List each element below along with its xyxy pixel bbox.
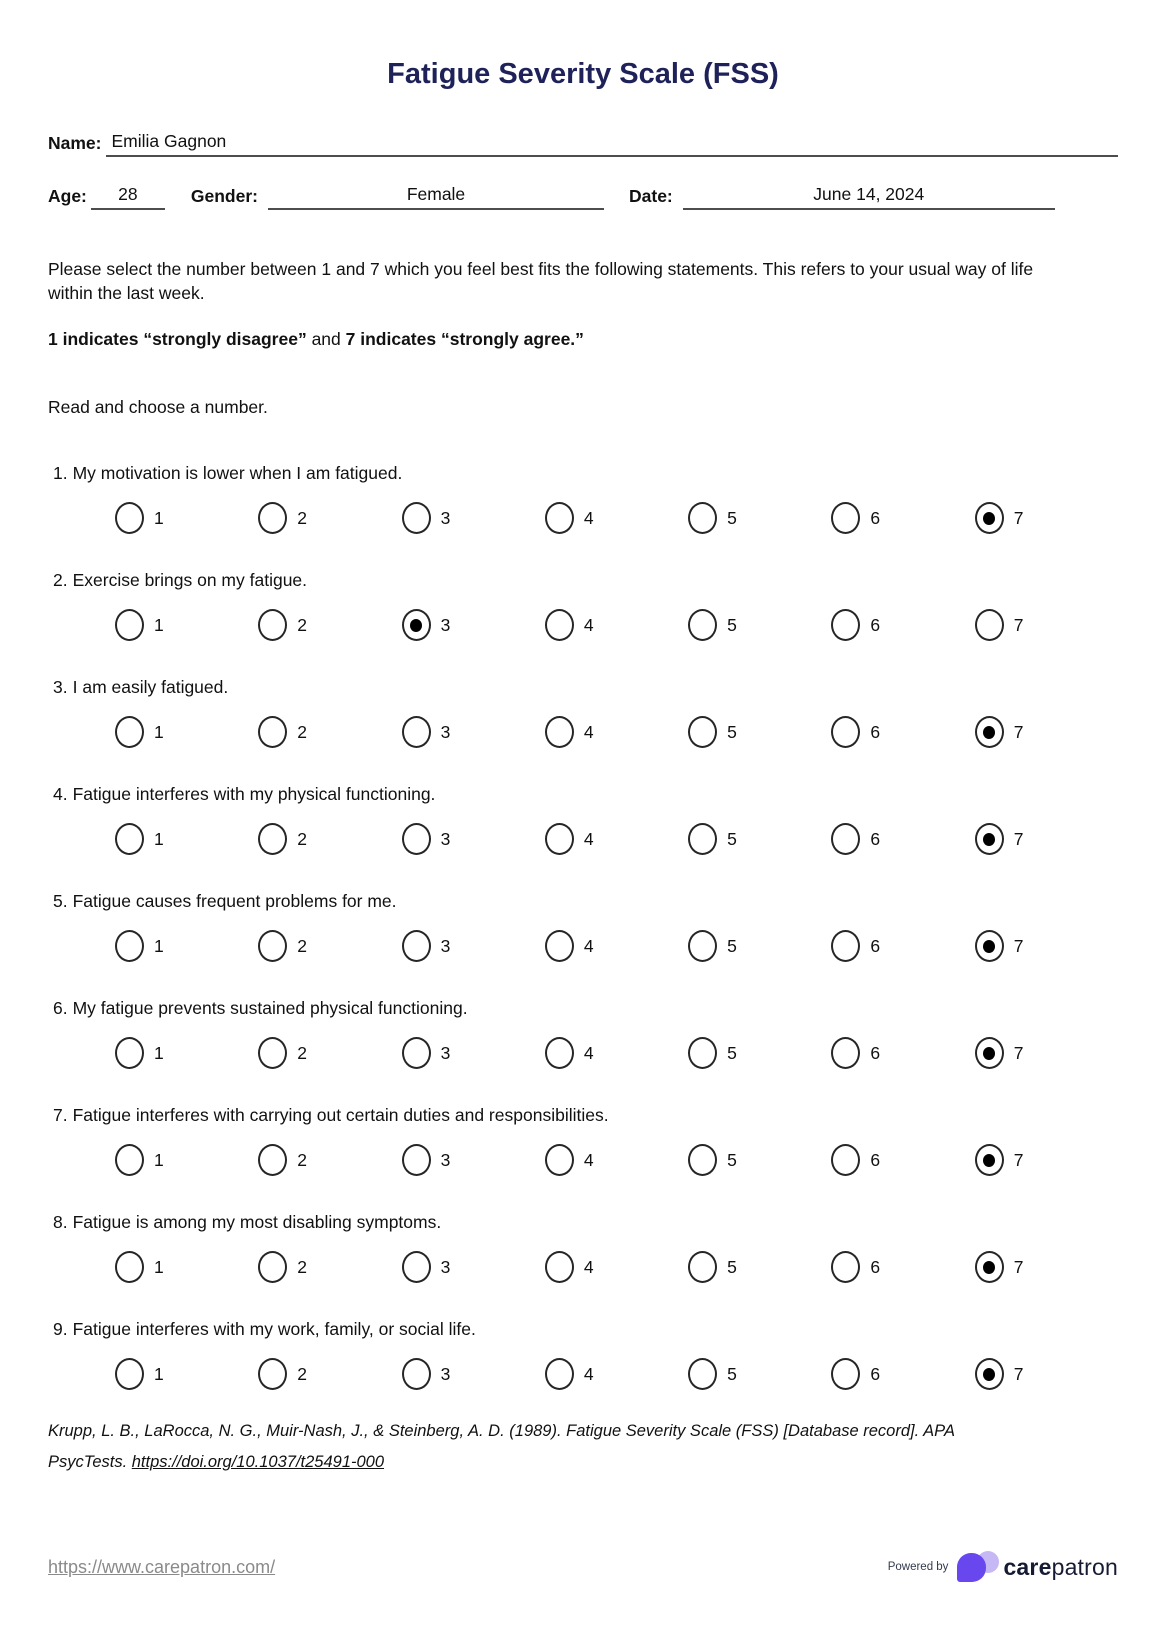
q5-option-4[interactable]: [545, 930, 688, 962]
q3-option-3[interactable]: [402, 716, 545, 748]
q9-option-2[interactable]: [258, 1358, 401, 1390]
option-number-label: 5: [727, 721, 737, 742]
option-number-label: 5: [727, 614, 737, 635]
question-number: 4.: [53, 784, 68, 804]
option-number-label: 2: [297, 935, 308, 956]
question-text: [53, 1105, 1118, 1126]
q1-option-1[interactable]: [115, 502, 258, 534]
question-block-6: [48, 998, 1118, 1069]
q5-radio-4[interactable]: [545, 930, 574, 962]
question-options-row: [115, 716, 1118, 748]
option-number-label: 4: [583, 828, 594, 849]
q2-option-5[interactable]: [688, 609, 831, 641]
option-number-label: 2: [297, 1363, 308, 1384]
q2-radio-2[interactable]: [258, 609, 287, 641]
q2-option-2[interactable]: [258, 609, 401, 641]
option-number-label: 5: [727, 828, 737, 849]
question-text: [53, 677, 1118, 698]
option-number-label: 5: [727, 935, 737, 956]
option-number-label: 7: [1013, 935, 1024, 956]
q6-radio-3[interactable]: [402, 1037, 431, 1069]
q5-radio-2[interactable]: [258, 930, 287, 962]
q6-option-2[interactable]: [258, 1037, 401, 1069]
q6-radio-7-selected[interactable]: [975, 1037, 1004, 1069]
option-number-label: 4: [583, 1042, 594, 1063]
powered-by-label: Powered by: [887, 1561, 949, 1573]
q3-radio-4[interactable]: [545, 716, 574, 748]
name-input[interactable]: Emilia Gagnon: [106, 131, 1119, 157]
scale-legend-and: and: [306, 329, 346, 349]
q4-option-2[interactable]: [258, 823, 401, 855]
q4-radio-7-selected[interactable]: [975, 823, 1004, 855]
question-options-row: [115, 1037, 1118, 1069]
option-number-label: 1: [154, 507, 164, 528]
q8-option-2[interactable]: [258, 1251, 401, 1283]
question-number: 3.: [53, 677, 68, 697]
scale-legend-disagree: 1 indicates “strongly disagree”: [48, 329, 307, 349]
wordmark-care: care: [1003, 1553, 1052, 1580]
q3-option-6[interactable]: [831, 716, 974, 748]
option-number-label: 1: [154, 721, 164, 742]
q2-radio-3-selected[interactable]: [402, 609, 431, 641]
option-number-label: 3: [440, 614, 451, 635]
q6-radio-2[interactable]: [258, 1037, 287, 1069]
q2-option-6[interactable]: [831, 609, 974, 641]
question-statement: I am easily fatigued.: [72, 677, 229, 697]
wordmark-patron: patron: [1051, 1553, 1118, 1580]
q9-option-5[interactable]: [688, 1358, 831, 1390]
question-statement: Fatigue interferes with carrying out certain duties and responsibilities.: [72, 1105, 609, 1125]
q8-radio-1[interactable]: [115, 1251, 144, 1283]
q2-option-3[interactable]: [402, 609, 545, 641]
q1-option-7[interactable]: [975, 502, 1118, 534]
q1-option-6[interactable]: [831, 502, 974, 534]
option-number-label: 3: [440, 507, 451, 528]
question-options-row: [115, 1251, 1118, 1283]
q2-radio-4[interactable]: [545, 609, 574, 641]
q9-radio-1[interactable]: [115, 1358, 144, 1390]
option-number-label: 4: [583, 507, 594, 528]
q8-radio-7-selected[interactable]: [975, 1251, 1004, 1283]
q6-option-5[interactable]: [688, 1037, 831, 1069]
option-number-label: 1: [154, 614, 164, 635]
option-number-label: 4: [583, 1256, 594, 1277]
q1-radio-6[interactable]: [831, 502, 860, 534]
q1-radio-4[interactable]: [545, 502, 574, 534]
q8-radio-3[interactable]: [402, 1251, 431, 1283]
option-number-label: 7: [1013, 1042, 1024, 1063]
q5-option-7[interactable]: [975, 930, 1118, 962]
question-statement: Fatigue interferes with my physical functioning.: [72, 784, 436, 804]
gender-input[interactable]: Female: [268, 184, 604, 210]
q2-radio-5[interactable]: [688, 609, 717, 641]
date-input[interactable]: June 14, 2024: [683, 184, 1055, 210]
question-number: 8.: [53, 1212, 68, 1232]
q5-radio-5[interactable]: [688, 930, 717, 962]
option-number-label: 5: [727, 1363, 737, 1384]
q9-option-1[interactable]: [115, 1358, 258, 1390]
q3-option-2[interactable]: [258, 716, 401, 748]
q2-radio-6[interactable]: [831, 609, 860, 641]
q3-radio-3[interactable]: [402, 716, 431, 748]
q9-radio-7-selected[interactable]: [975, 1358, 1004, 1390]
q5-radio-3[interactable]: [402, 930, 431, 962]
option-number-label: 6: [870, 1042, 881, 1063]
option-number-label: 1: [154, 1042, 164, 1063]
option-number-label: 7: [1013, 1256, 1024, 1277]
q4-radio-6[interactable]: [831, 823, 860, 855]
citation-doi-link[interactable]: https://doi.org/10.1037/t25491-000: [131, 1453, 385, 1471]
option-number-label: 3: [440, 1042, 451, 1063]
q6-radio-6[interactable]: [831, 1037, 860, 1069]
q5-radio-1[interactable]: [115, 930, 144, 962]
option-number-label: 3: [440, 1256, 451, 1277]
q4-radio-4[interactable]: [545, 823, 574, 855]
q8-option-1[interactable]: [115, 1251, 258, 1283]
q4-radio-3[interactable]: [402, 823, 431, 855]
q8-option-7[interactable]: [975, 1251, 1118, 1283]
q4-option-3[interactable]: [402, 823, 545, 855]
option-number-label: 2: [297, 828, 308, 849]
q4-option-1[interactable]: [115, 823, 258, 855]
q1-option-3[interactable]: [402, 502, 545, 534]
q7-option-4[interactable]: [545, 1144, 688, 1176]
q4-radio-2[interactable]: [258, 823, 287, 855]
option-number-label: 1: [154, 1256, 164, 1277]
option-number-label: 1: [154, 935, 164, 956]
name-field-row: [48, 131, 1118, 157]
question-text: [53, 891, 1118, 912]
q6-option-7[interactable]: [975, 1037, 1118, 1069]
q8-option-6[interactable]: [831, 1251, 974, 1283]
option-number-label: 6: [870, 935, 881, 956]
q9-option-3[interactable]: [402, 1358, 545, 1390]
question-block-3: [48, 677, 1118, 748]
q7-option-1[interactable]: [115, 1144, 258, 1176]
question-statement: Exercise brings on my fatigue.: [72, 570, 308, 590]
age-input[interactable]: 28: [91, 184, 165, 210]
question-text: [53, 570, 1118, 591]
question-text: [53, 998, 1118, 1019]
q6-radio-4[interactable]: [545, 1037, 574, 1069]
question-number: 9.: [53, 1319, 68, 1339]
q3-radio-5[interactable]: [688, 716, 717, 748]
footer: [48, 1550, 1118, 1584]
q8-option-5[interactable]: [688, 1251, 831, 1283]
option-number-label: 6: [870, 614, 881, 635]
q1-option-5[interactable]: [688, 502, 831, 534]
q7-radio-1[interactable]: [115, 1144, 144, 1176]
q1-radio-1[interactable]: [115, 502, 144, 534]
q1-radio-7-selected[interactable]: [975, 502, 1004, 534]
option-number-label: 4: [583, 614, 594, 635]
question-text: [53, 1319, 1118, 1340]
q1-radio-5[interactable]: [688, 502, 717, 534]
option-number-label: 4: [583, 935, 594, 956]
q2-option-7[interactable]: [975, 609, 1118, 641]
q8-option-4[interactable]: [545, 1251, 688, 1283]
question-number: 2.: [53, 570, 68, 590]
q4-option-5[interactable]: [688, 823, 831, 855]
q7-option-2[interactable]: [258, 1144, 401, 1176]
q3-option-5[interactable]: [688, 716, 831, 748]
q1-radio-3[interactable]: [402, 502, 431, 534]
citation-text: Krupp, L. B., LaRocca, N. G., Muir-Nash, J., & Steinberg, A. D. (1989). Fatigue Severity Scale (FSS) [Database record]. APA PsycTests.: [48, 1422, 955, 1471]
question-options-row: [115, 930, 1118, 962]
question-text: [53, 1212, 1118, 1233]
option-number-label: 4: [583, 721, 594, 742]
question-block-8: [48, 1212, 1118, 1283]
read-note: Read and choose a number.: [48, 397, 268, 417]
option-number-label: 6: [870, 1149, 881, 1170]
scale-legend: [48, 329, 1118, 350]
question-block-5: [48, 891, 1118, 962]
carepatron-brand: [888, 1550, 1118, 1584]
option-number-label: 6: [870, 1363, 881, 1384]
question-options-row: [115, 1144, 1118, 1176]
q1-radio-2[interactable]: [258, 502, 287, 534]
q7-radio-7-selected[interactable]: [975, 1144, 1004, 1176]
q9-option-7[interactable]: [975, 1358, 1118, 1390]
question-statement: Fatigue causes frequent problems for me.: [72, 891, 397, 911]
q7-radio-5[interactable]: [688, 1144, 717, 1176]
q7-option-6[interactable]: [831, 1144, 974, 1176]
scale-legend-agree: 7 indicates “strongly agree.”: [345, 329, 584, 349]
demographics-row: [48, 184, 1118, 210]
question-block-4: [48, 784, 1118, 855]
q8-option-3[interactable]: [402, 1251, 545, 1283]
q7-option-7[interactable]: [975, 1144, 1118, 1176]
option-number-label: 2: [297, 614, 308, 635]
question-number: 6.: [53, 998, 68, 1018]
question-statement: Fatigue interferes with my work, family, or social life.: [72, 1319, 476, 1339]
q2-option-4[interactable]: [545, 609, 688, 641]
instructions-paragraph: Please select the number between 1 and 7 which you feel best fits the following statements. This refers to your usual way of life within the last week.: [48, 259, 1034, 303]
option-number-label: 5: [727, 1149, 737, 1170]
option-number-label: 5: [727, 1256, 737, 1277]
question-block-9: [48, 1319, 1118, 1390]
q1-option-2[interactable]: [258, 502, 401, 534]
q3-radio-6[interactable]: [831, 716, 860, 748]
q9-radio-6[interactable]: [831, 1358, 860, 1390]
q4-option-7[interactable]: [975, 823, 1118, 855]
q5-option-6[interactable]: [831, 930, 974, 962]
q2-option-1[interactable]: [115, 609, 258, 641]
q9-radio-3[interactable]: [402, 1358, 431, 1390]
question-block-2: [48, 570, 1118, 641]
option-number-label: 5: [727, 1042, 737, 1063]
q8-radio-4[interactable]: [545, 1251, 574, 1283]
gender-label: Gender:: [190, 186, 258, 206]
q7-radio-4[interactable]: [545, 1144, 574, 1176]
q9-radio-2[interactable]: [258, 1358, 287, 1390]
q9-option-4[interactable]: [545, 1358, 688, 1390]
question-options-row: [115, 502, 1118, 534]
question-statement: My motivation is lower when I am fatigued.: [72, 463, 403, 483]
question-number: 5.: [53, 891, 68, 911]
q7-option-5[interactable]: [688, 1144, 831, 1176]
q5-option-3[interactable]: [402, 930, 545, 962]
q6-option-6[interactable]: [831, 1037, 974, 1069]
q3-option-7[interactable]: [975, 716, 1118, 748]
option-number-label: 7: [1013, 614, 1024, 635]
option-number-label: 6: [870, 828, 881, 849]
q9-option-6[interactable]: [831, 1358, 974, 1390]
logo-purple-bubble: [957, 1553, 986, 1582]
question-block-7: [48, 1105, 1118, 1176]
option-number-label: 7: [1013, 1149, 1024, 1170]
question-text: [53, 463, 1118, 484]
q6-radio-5[interactable]: [688, 1037, 717, 1069]
option-number-label: 4: [583, 1363, 594, 1384]
question-options-row: [115, 1358, 1118, 1390]
q9-radio-5[interactable]: [688, 1358, 717, 1390]
name-label: Name:: [48, 133, 102, 153]
option-number-label: 6: [870, 507, 881, 528]
q5-option-1[interactable]: [115, 930, 258, 962]
option-number-label: 2: [297, 1042, 308, 1063]
question-text: [53, 784, 1118, 805]
q3-option-4[interactable]: [545, 716, 688, 748]
q4-option-4[interactable]: [545, 823, 688, 855]
q5-radio-7-selected[interactable]: [975, 930, 1004, 962]
q8-radio-6[interactable]: [831, 1251, 860, 1283]
q3-option-1[interactable]: [115, 716, 258, 748]
q2-radio-1[interactable]: [115, 609, 144, 641]
q5-radio-6[interactable]: [831, 930, 860, 962]
q7-radio-6[interactable]: [831, 1144, 860, 1176]
q2-radio-7[interactable]: [975, 609, 1004, 641]
age-label: Age:: [48, 186, 87, 206]
q7-radio-3[interactable]: [402, 1144, 431, 1176]
page-title: Fatigue Severity Scale (FSS): [387, 58, 779, 90]
option-number-label: 2: [297, 1149, 308, 1170]
q3-radio-2[interactable]: [258, 716, 287, 748]
q6-radio-1[interactable]: [115, 1037, 144, 1069]
option-number-label: 3: [440, 1149, 451, 1170]
option-number-label: 2: [297, 507, 308, 528]
option-number-label: 7: [1013, 721, 1024, 742]
question-number: 1.: [53, 463, 68, 483]
option-number-label: 3: [440, 1363, 451, 1384]
option-number-label: 3: [440, 935, 451, 956]
q3-radio-1[interactable]: [115, 716, 144, 748]
option-number-label: 2: [297, 1256, 308, 1277]
citation: [48, 1416, 968, 1478]
option-number-label: 1: [154, 1363, 164, 1384]
carepatron-wordmark: [1003, 1554, 1118, 1581]
question-block-1: [48, 463, 1118, 534]
footer-website-link[interactable]: https://www.carepatron.com/: [48, 1556, 276, 1577]
option-number-label: 5: [727, 507, 737, 528]
option-number-label: 3: [440, 721, 451, 742]
q4-option-6[interactable]: [831, 823, 974, 855]
option-number-label: 1: [154, 1149, 164, 1170]
q6-option-1[interactable]: [115, 1037, 258, 1069]
q6-option-4[interactable]: [545, 1037, 688, 1069]
q5-option-2[interactable]: [258, 930, 401, 962]
question-options-row: [115, 823, 1118, 855]
q4-radio-5[interactable]: [688, 823, 717, 855]
q8-radio-2[interactable]: [258, 1251, 287, 1283]
question-options-row: [115, 609, 1118, 641]
option-number-label: 1: [154, 828, 164, 849]
question-statement: Fatigue is among my most disabling symptoms.: [72, 1212, 442, 1232]
date-label: Date:: [629, 186, 673, 206]
q1-option-4[interactable]: [545, 502, 688, 534]
q7-option-3[interactable]: [402, 1144, 545, 1176]
option-number-label: 7: [1013, 507, 1024, 528]
q5-option-5[interactable]: [688, 930, 831, 962]
option-number-label: 4: [583, 1149, 594, 1170]
question-number: 7.: [53, 1105, 68, 1125]
questions-list: [48, 463, 1118, 1390]
option-number-label: 2: [297, 721, 308, 742]
option-number-label: 7: [1013, 1363, 1024, 1384]
q8-radio-5[interactable]: [688, 1251, 717, 1283]
option-number-label: 3: [440, 828, 451, 849]
q3-radio-7-selected[interactable]: [975, 716, 1004, 748]
q4-radio-1[interactable]: [115, 823, 144, 855]
q9-radio-4[interactable]: [545, 1358, 574, 1390]
q7-radio-2[interactable]: [258, 1144, 287, 1176]
option-number-label: 6: [870, 1256, 881, 1277]
carepatron-logo-icon: [957, 1550, 1003, 1584]
option-number-label: 7: [1013, 828, 1024, 849]
option-number-label: 6: [870, 721, 881, 742]
q6-option-3[interactable]: [402, 1037, 545, 1069]
question-statement: My fatigue prevents sustained physical functioning.: [72, 998, 468, 1018]
